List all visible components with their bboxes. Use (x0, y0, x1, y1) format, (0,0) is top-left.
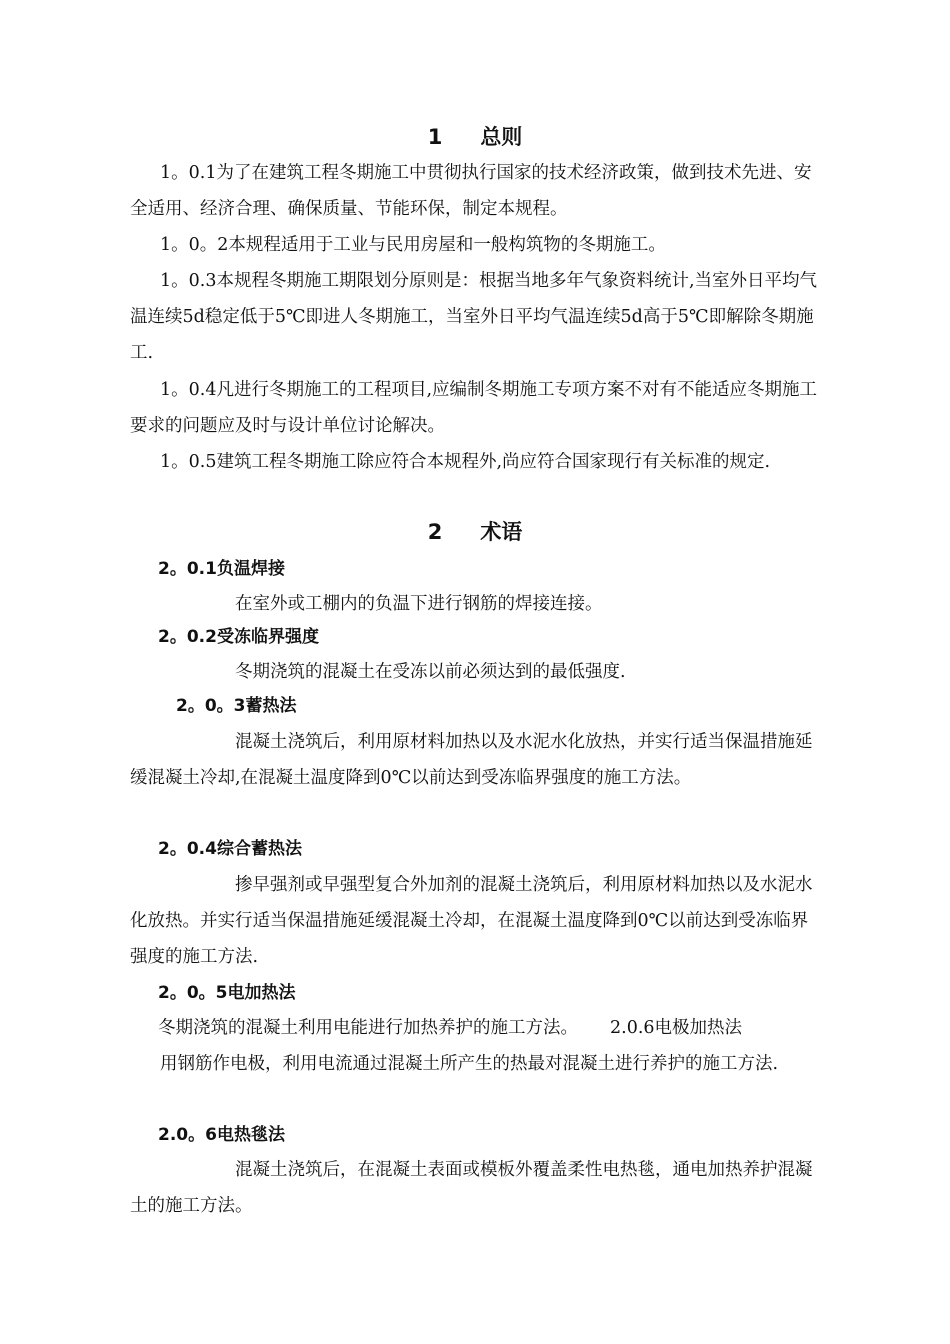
term-label: 2.0。6电热毯法 (158, 1125, 285, 1145)
section-number: 2 (427, 520, 443, 544)
term-label: 2。0。5电加热法 (158, 983, 296, 1003)
term-label: 2。0.4综合蓄热法 (158, 839, 302, 859)
term-definition: 冬期浇筑的混凝土在受冻以前必须达到的最低强度. (235, 662, 626, 682)
term-definition: 在室外或工棚内的负温下进行钢筋的焊接连接。 (235, 594, 603, 614)
term-definition: 掺早强剂或早强型复合外加剂的混凝土浇筑后，利用原材料加热以及水泥水化放热。并实行适当保温措施延缓混凝土冷却，在混凝土温度降到0℃以前达到受冻临界强度的施工方法. (130, 875, 813, 967)
term-definition-text: 冬期浇筑的混凝土利用电能进行加热养护的施工方法。 (158, 1018, 578, 1038)
clause-1-0-2: 1。0。2本规程适用于工业与民用房屋和一般构筑物的冬期施工。 (160, 235, 666, 255)
clause-1-0-1: 1。0.1为了在建筑工程冬期施工中贯彻执行国家的技术经济政策，做到技术先进、安全适用、经济合理、确保质量、节能环保，制定本规程。 (130, 163, 812, 219)
term-definition (158, 1010, 742, 1046)
clause-1-0-5: 1。0.5建筑工程冬期施工除应符合本规程外,尚应符合国家现行有关标准的规定. (160, 452, 771, 472)
term-label-inline: 2.0.6电极加热法 (610, 1018, 743, 1038)
term-definition-continuation: 用钢筋作电极，利用电流通过混凝土所产生的热最对混凝土进行养护的施工方法. (160, 1054, 779, 1074)
clause-1-0-3: 1。0.3本规程冬期施工期限划分原则是：根据当地多年气象资料统计,当室外日平均气温连续5d稳定低于5℃即进人冬期施工，当室外日平均气温连续5d高于5℃即解除冬期施工. (130, 271, 818, 363)
clause-1-0-4: 1。0.4凡进行冬期施工的工程项目,应编制冬期施工专项方案不对有不能适应冬期施工要求的问题应及时与设计单位讨论解决。 (130, 380, 818, 436)
term-label: 2。0.1负温焊接 (158, 559, 285, 579)
section-number: 1 (427, 125, 443, 149)
section-title: 总则 (480, 125, 523, 149)
term-label: 2。0.2受冻临界强度 (158, 627, 319, 647)
term-definition: 混凝土浇筑后，利用原材料加热以及水泥水化放热，并实行适当保温措施延缓混凝土冷却,在混凝土温度降到0℃以前达到受冻临界强度的施工方法。 (130, 732, 813, 788)
section-heading-terms (0, 517, 950, 547)
section-title: 术语 (480, 520, 523, 544)
term-definition: 混凝土浇筑后，在混凝土表面或模板外覆盖柔性电热毯，通电加热养护混凝土的施工方法。 (130, 1160, 813, 1216)
term-label: 2。0。3蓄热法 (176, 696, 297, 716)
section-heading-general (0, 122, 950, 152)
